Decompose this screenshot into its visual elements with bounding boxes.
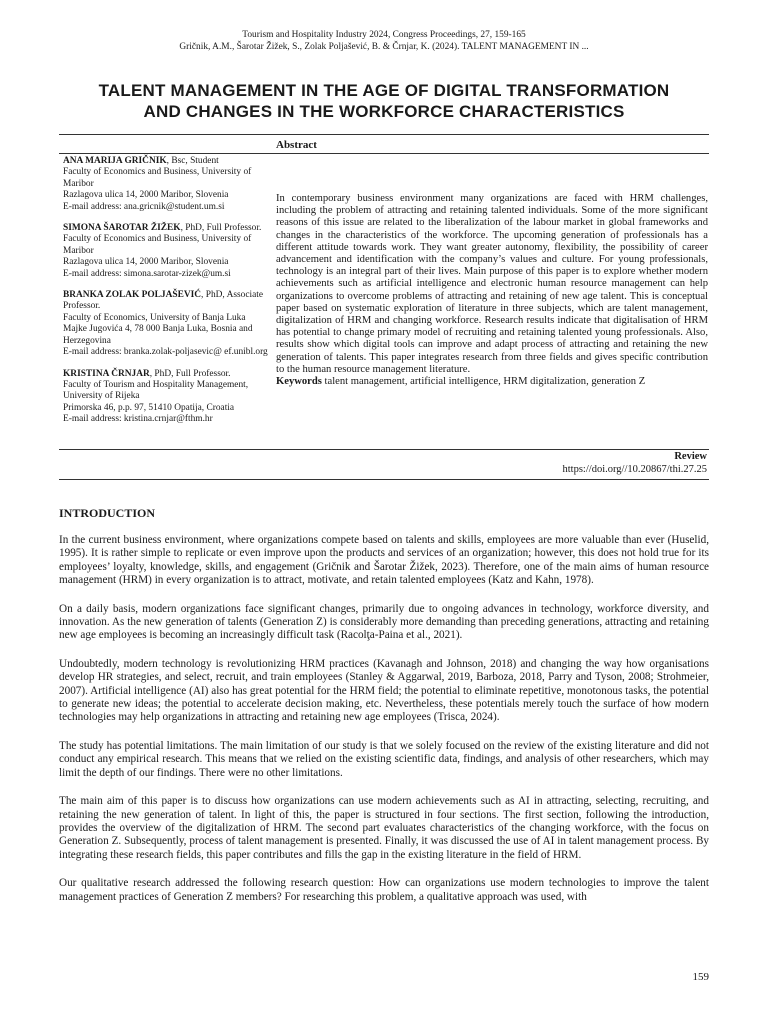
paragraph: Our qualitative research addressed the following research question: How can organizations use modern technologies to improve the talent management practices of Generation Z members? For researching this problem, a qualitative approach was used, with — [59, 877, 709, 903]
author-entry — [63, 223, 268, 280]
rule-under-abstract-heading — [59, 153, 709, 154]
author-affiliation: Faculty of Tourism and Hospitality Management, University of Rijeka — [63, 379, 249, 402]
author-title: , PhD, Associate Professor. — [63, 290, 264, 312]
author-address: Razlagova ulica 14, 2000 Maribor, Slovenia — [63, 257, 229, 268]
rule-bottom-1 — [59, 449, 709, 450]
author-affiliation: Faculty of Economics and Business, University of Maribor — [63, 167, 252, 189]
rule-top — [59, 134, 709, 135]
paragraph: The main aim of this paper is to discuss how organizations can use modern achievements such as AI in attracting, selecting, recruiting, and retaining the new generation of talent. In light of this, the paper is structured in four sections. The first section, following the introduction, provides the overview of the digitalization of HRM. The second part evaluates characteristics of the changing workforce, with the focus on Generation Z. Subsequently, process of talent management is presented. Finally, it was discussed the use of AI in talent management process. By integrating these research fields, this paper contributes and fills the gap in the existing literature in the field of HRM. — [59, 795, 709, 861]
paragraph: In the current business environment, where organizations compete based on talents and skills, employees are more valuable than ever (Huselid, 1995). It is rather simple to replicate or even improve upon the products and services of an organization; however, this does not hold true for its employees’ loyalty, knowledge, skills, and engagement (Gričnik and Šarotar Žižek, 2023). Therefore, one of the main aims of human resource management (HRM) in every organization is to attract, motivate, and retain talented employees (Katz and Kahn, 1978). — [59, 534, 709, 587]
author-address: Majke Jugovića 4, 78 000 Banja Luka, Bosnia and Herzegovina — [63, 324, 253, 346]
paper-title-line-1: TALENT MANAGEMENT IN THE AGE OF DIGITAL TRANSFORMATION — [98, 81, 670, 100]
author-affiliation: Faculty of Economics, University of Banja Luka — [63, 312, 246, 323]
abstract-heading: Abstract — [276, 139, 317, 151]
running-header-journal: Tourism and Hospitality Industry 2024, Congress Proceedings, 27, 159-165 — [242, 30, 526, 40]
keywords — [276, 376, 708, 388]
abstract-body — [276, 193, 708, 388]
abstract-text: In contemporary business environment many organizations are faced with HRM challenges, including the problem of attracting and retaining talented individuals. Some of the more significant reasons of this issue are related to the liberalization of the labour market in global frameworks and changes in the characteristics of the workforce. The upcoming generation of professionals has a different attitude towards work. They want greater autonomy, flexibility, the possibility of career advancement and identification with the company’s values and culture. For young professionals, technology is an integral part of their lives. Main purpose of this paper is to explore whether modern achievements such as artificial intelligence and electronic human resource management can help organizations to overcome problems of attracting and retaining of new age talent. This is conceptual paper based on systematic exploration of literature in three subjects, which are talent management, digitalization of HRM and changing workforce. Research results indicate that digitalisation of HRM has potential to change primary model of recruiting and retaining talented young professionals. Also, results show which digital tools can improve and adapt process of attracting and retaining the new generation of talents. This paper integrates research from three fields and gives specific contribution to the human resource management literature. — [276, 193, 708, 375]
author-name: ANA MARIJA GRIČNIK — [63, 156, 167, 166]
section-heading: INTRODUCTION — [59, 506, 156, 520]
author-email: E-mail address: simona.sarotar-zizek@um.si — [63, 268, 231, 279]
author-name: BRANKA ZOLAK POLJAŠEVIĆ — [63, 290, 202, 301]
running-header-citation: Gričnik, A.M., Šarotar Žižek, S., Zolak Poljašević, B. & Črnjar, K. (2024). TALENT MANAGEMENT IN ... — [179, 42, 589, 52]
keywords-text: talent management, artificial intelligence, HRM digitalization, generation Z — [321, 376, 646, 388]
author-email: E-mail address: ana.gricnik@student.um.si — [63, 201, 225, 212]
author-affiliation: Faculty of Economics and Business, University of Maribor — [63, 234, 252, 256]
author-entry — [63, 369, 268, 426]
body-text — [59, 534, 709, 919]
paragraph: On a daily basis, modern organizations face significant changes, primarily due to ongoing advances in technology, workforce diversity, and innovation. As the new generation of talents (Generation Z) is considerably more demanding than preceding generations, attracting and retaining new age employees is becoming an increasingly difficult task (Racolţa-Paina et al., 2021). — [59, 602, 709, 642]
author-email: E-mail address: kristina.crnjar@fthm.hr — [63, 414, 213, 425]
author-title: , Bsc, Student — [166, 156, 219, 166]
author-title: , PhD, Full Professor. — [149, 368, 231, 379]
author-address: Razlagova ulica 14, 2000 Maribor, Slovenia — [63, 190, 229, 201]
author-name: SIMONA ŠAROTAR ŽIŽEK — [63, 223, 181, 234]
author-title: , PhD, Full Professor. — [180, 223, 262, 234]
author-entry — [63, 290, 268, 358]
page-number: 159 — [692, 971, 709, 983]
author-entry — [63, 156, 268, 213]
paper-title-line-2: AND CHANGES IN THE WORKFORCE CHARACTERISTICS — [143, 102, 625, 121]
paper-title — [40, 80, 728, 122]
paragraph: The study has potential limitations. The main limitation of our study is that we solely focused on the review of the existing literature and did not conduct any empirical research. This means that we relied on the existing scientific data, findings, and analysis of other researchers, which may limit the depth of our findings. There were no other limitations. — [59, 739, 709, 779]
paragraph: Undoubtedly, modern technology is revolutionizing HRM practices (Kavanagh and Johnson, 2018) and changing the way how organisations develop HR strategies, and select, recruit, and train employees (Stanley & Aggarwal, 2019, Barboza, 2018, Parry and Tyson, 2008; Strohmeier, 2007). Artificial intelligence (AI) also has great potential for the HRM field; the potential to eliminate repetitive, monotonous tasks, the potential to generate new ideas; the potential to accelerate decision making, etc. Nevertheless, these potentials merely touch the surface of how modern technologies may help organizations in attracting and retaining new age employees (Trisca, 2024). — [59, 657, 709, 724]
article-type: Review — [674, 451, 707, 462]
rule-bottom-2 — [59, 479, 709, 480]
author-name: KRISTINA ČRNJAR — [63, 368, 150, 379]
author-email: E-mail address: branka.zolak-poljasevic@ ef.unibl.org — [63, 347, 268, 358]
keywords-label: Keywords — [276, 376, 322, 388]
doi-link[interactable]: https://doi.org//10.20867/thi.27.25 — [562, 464, 707, 475]
author-block — [63, 156, 268, 436]
author-address: Primorska 46, p.p. 97, 51410 Opatija, Croatia — [63, 402, 235, 413]
